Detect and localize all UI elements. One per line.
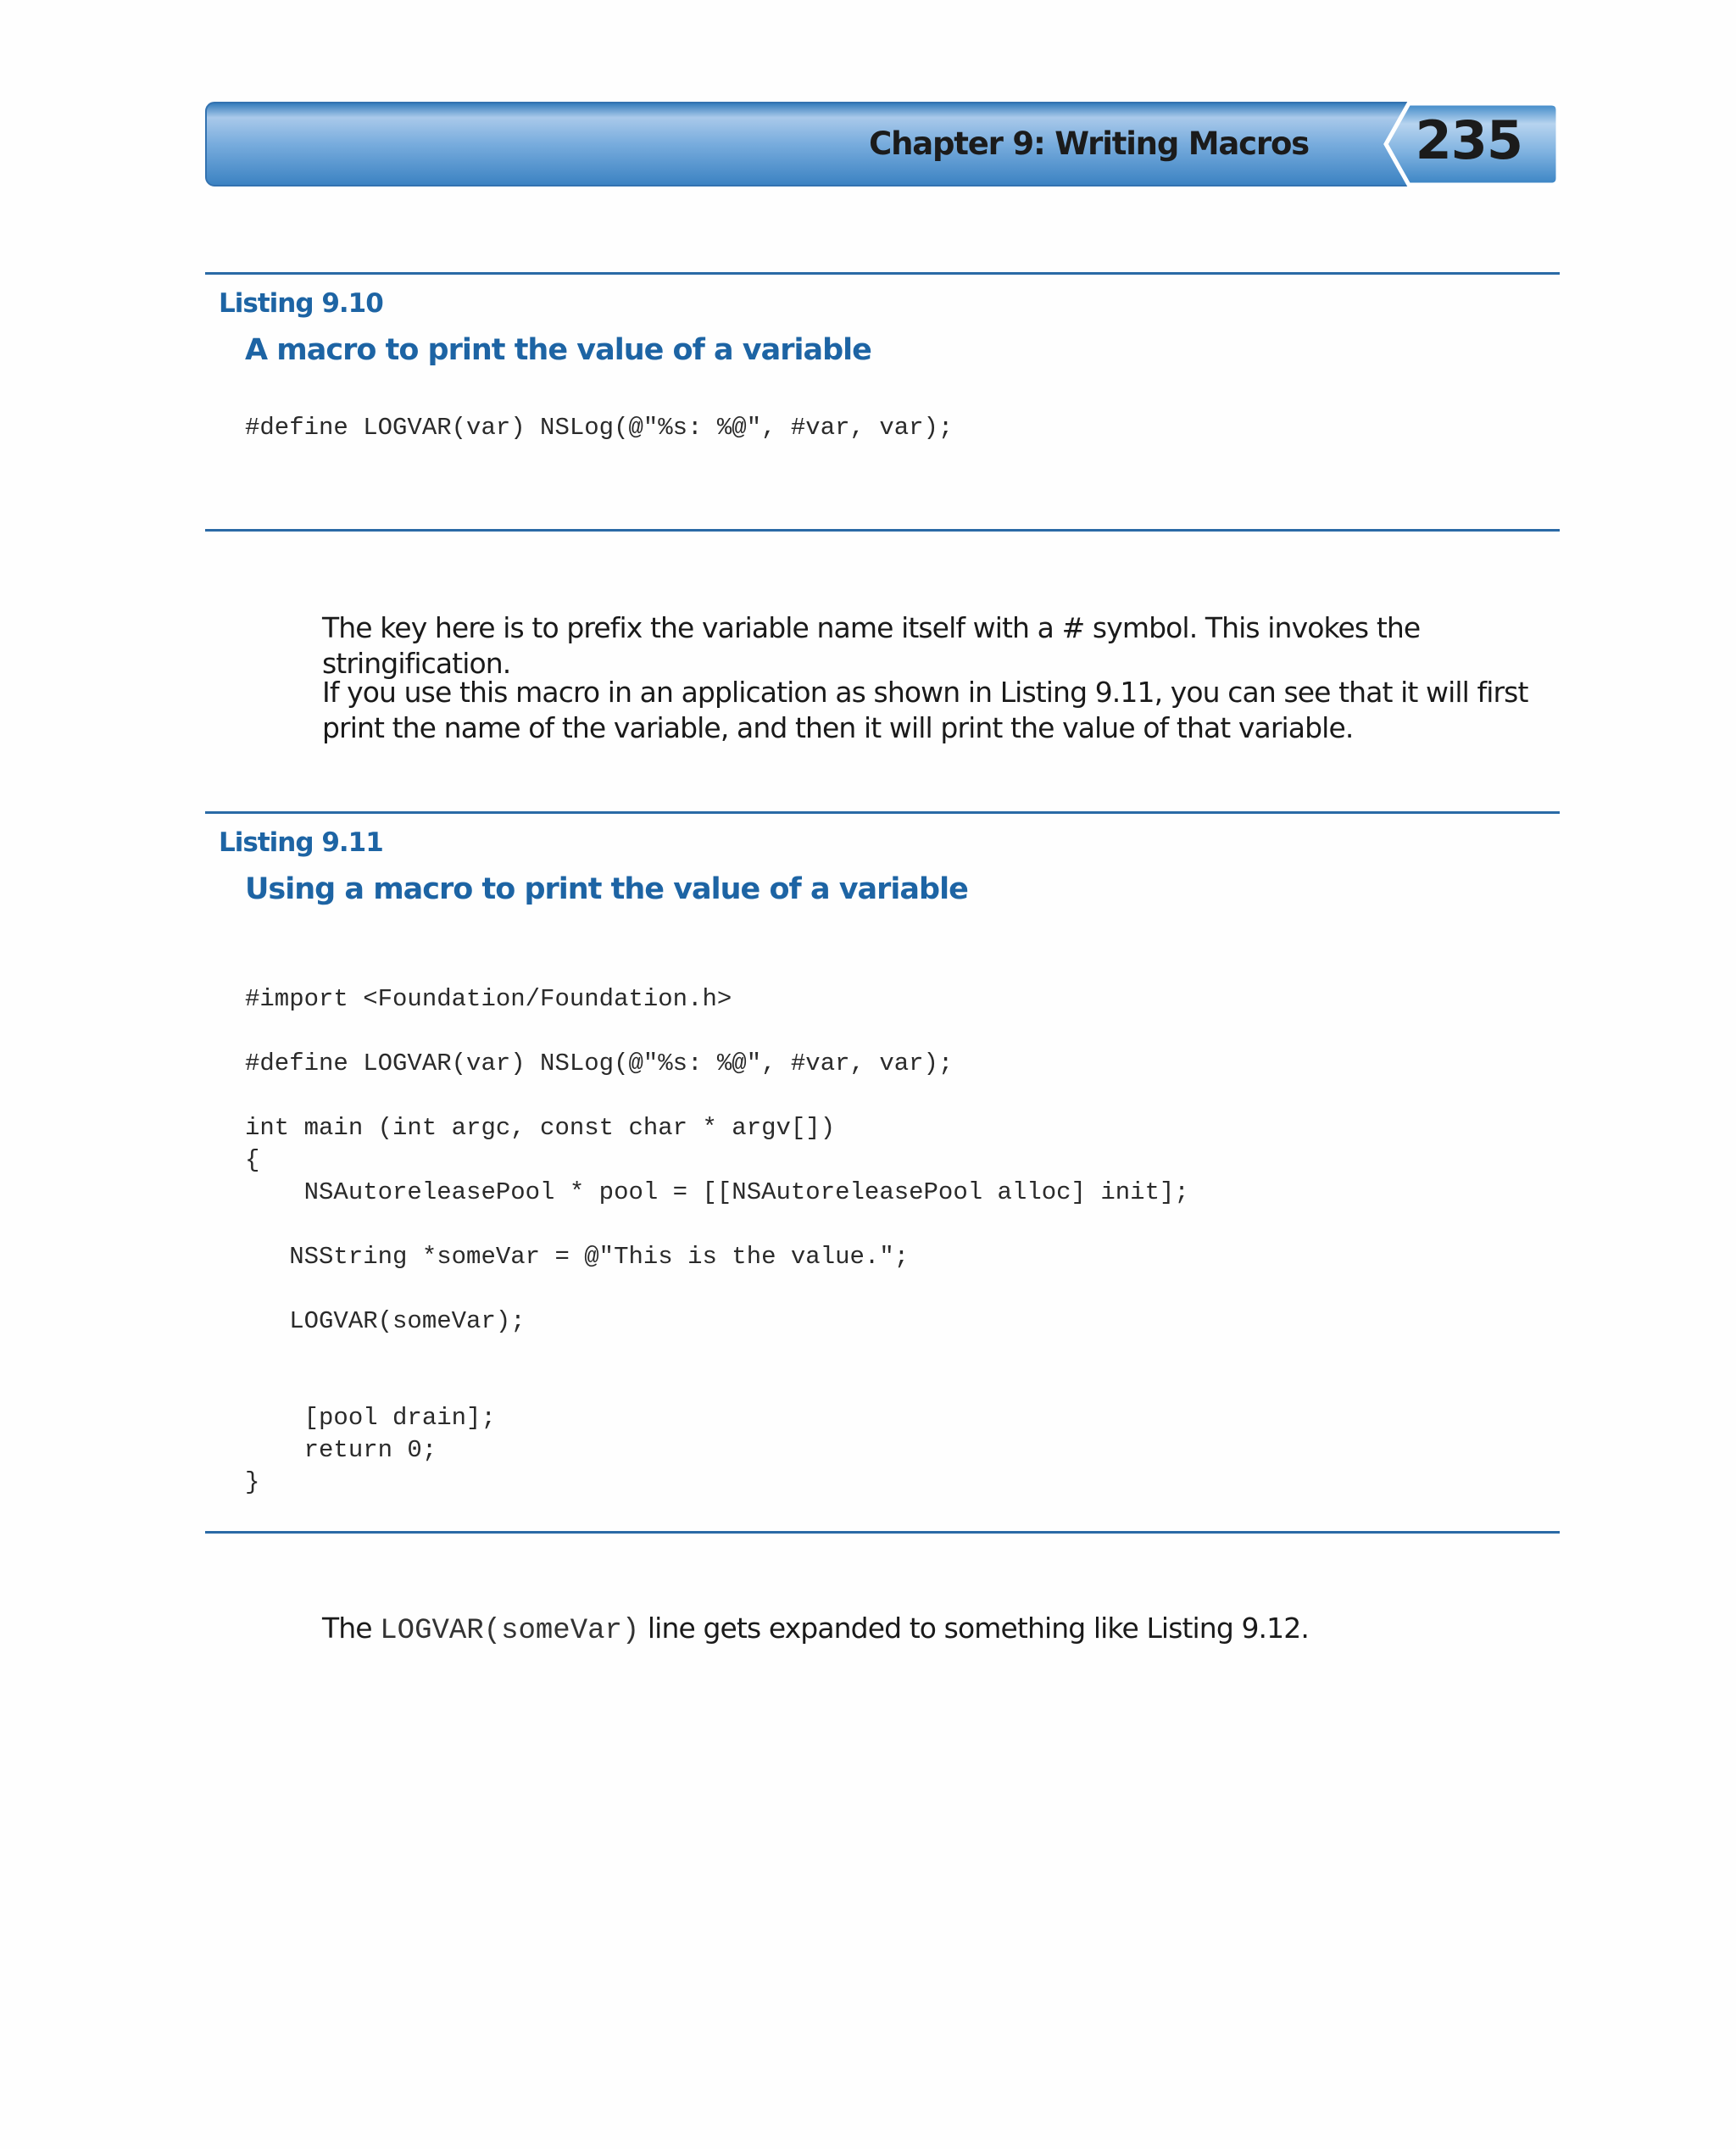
listing-bottom-rule: [205, 1531, 1560, 1534]
closing-suffix: line gets expanded to something like Listing 9.12.: [639, 1612, 1309, 1645]
code-line: int main (int argc, const char * argv[]): [245, 1114, 836, 1142]
code-line: [245, 1273, 1189, 1306]
code-line: [245, 1338, 1189, 1370]
listing-label: Listing 9.11: [219, 827, 383, 858]
page-number: 235: [1415, 109, 1522, 171]
closing-prefix: The: [322, 1612, 381, 1645]
code-line: }: [245, 1468, 260, 1496]
chapter-title: Chapter 9: Writing Macros: [869, 125, 1309, 162]
code-line: NSAutoreleasePool * pool = [[NSAutoreleasePool alloc] init];: [245, 1178, 1189, 1206]
code-line: NSString *someVar = @"This is the value.";: [245, 1243, 910, 1271]
code-line: [245, 1080, 1189, 1112]
code-line: [245, 1016, 1189, 1048]
code-line: #import <Foundation/Foundation.h>: [245, 985, 732, 1013]
code-line: return 0;: [245, 1436, 437, 1464]
code-line: [pool drain];: [245, 1404, 496, 1432]
closing-paragraph: [322, 1611, 1560, 1649]
code-block: [245, 983, 1189, 1499]
code-line: LOGVAR(someVar);: [245, 1307, 526, 1335]
code-line: [245, 1209, 1189, 1241]
body-paragraph: The key here is to prefix the variable name itself with a # symbol. This invokes the stringification.: [322, 611, 1421, 680]
listing-bottom-rule: [205, 529, 1560, 532]
code-line: {: [245, 1146, 260, 1174]
chapter-header-banner: [205, 102, 1560, 187]
listing-top-rule: [205, 272, 1560, 275]
inline-code: LOGVAR(someVar): [380, 1615, 640, 1647]
code-line: #define LOGVAR(var) NSLog(@"%s: %@", #var, var);: [245, 1049, 954, 1077]
listing-label: Listing 9.10: [219, 288, 383, 319]
code-line: #define LOGVAR(var) NSLog(@"%s: %@", #var, var);: [245, 414, 954, 442]
code-line: [245, 1370, 1189, 1402]
code-block: [245, 412, 953, 444]
listing-title: A macro to print the value of a variable: [245, 333, 871, 367]
listing-top-rule: [205, 811, 1560, 814]
body-paragraph: If you use this macro in an application as shown in Listing 9.11, you can see that it will first print the name of the variable, and then it will print the value of that variable.: [322, 676, 1528, 744]
listing-title: Using a macro to print the value of a variable: [245, 872, 968, 906]
